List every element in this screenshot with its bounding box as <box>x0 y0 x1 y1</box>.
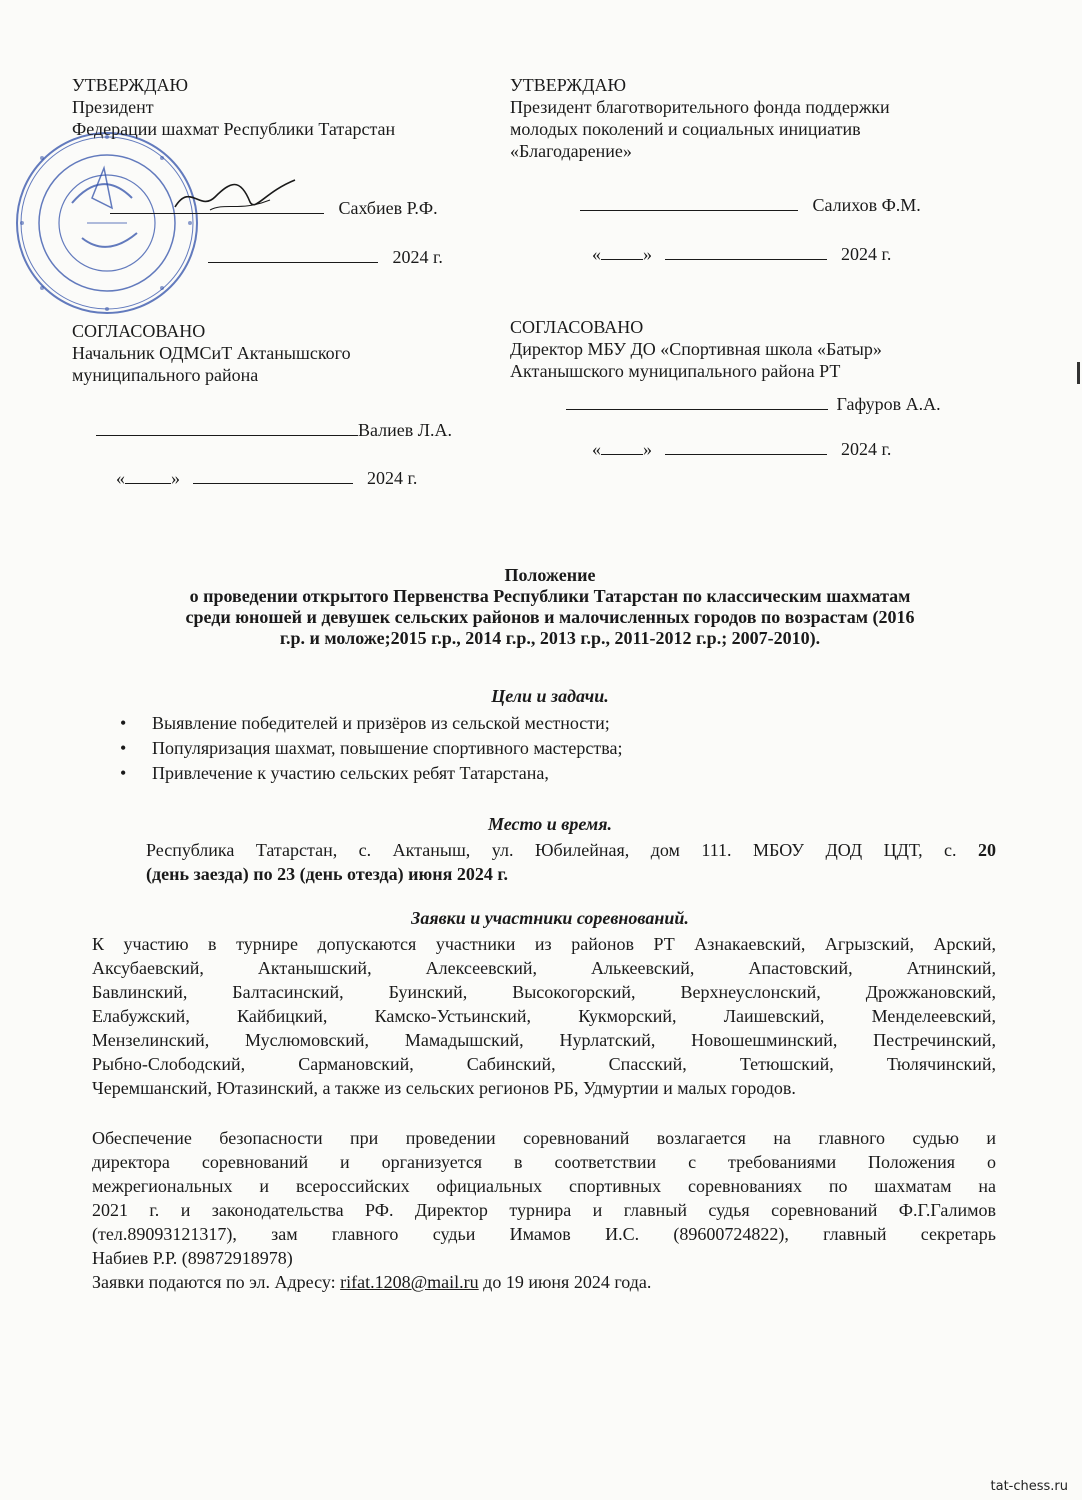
approval-fund-name: «Благодарение» <box>510 141 632 161</box>
date-line-right-top <box>592 242 891 265</box>
agreed-left-bottom <box>72 320 351 386</box>
paragraph-line: 2021 г. и законодательства РФ. Директор турнира и главный судья соревнований Ф.Г.Галимов <box>92 1200 996 1220</box>
signer-name: Салихов Ф.М. <box>812 195 921 215</box>
quote-close: » <box>171 468 180 488</box>
document-title <box>90 565 1010 649</box>
date-year: 2024 г. <box>841 439 892 459</box>
signature-line-gafurov <box>566 392 941 415</box>
paragraph-line: Аксубаевский, Актанышский, Алексеевский, Алькеевский, Апастовский, Атнинский, <box>92 958 996 978</box>
section-heading-entries: Заявки и участники соревнований. <box>411 908 689 928</box>
approval-organization: молодых поколений и социальных инициатив <box>510 119 861 139</box>
quote-open: « <box>592 244 601 264</box>
signer-name: Сахбиев Р.Ф. <box>338 198 438 218</box>
agreed-position: Директор МБУ ДО «Спортивная школа «Батыр» <box>510 339 882 359</box>
signature-underline <box>580 193 798 211</box>
paragraph-line: Рыбно-Слободский, Сармановский, Сабинский, Спасский, Тетюшский, Тюлячинский, <box>92 1054 996 1074</box>
paragraph-line <box>146 862 996 886</box>
place-paragraph <box>146 838 996 886</box>
agreed-right-bottom <box>510 316 882 382</box>
site-watermark: tat-chess.ru <box>990 1479 1068 1494</box>
paragraph-line: К участию в турнире допускаются участники из районов РТ Азнакаевский, Агрызский, Арский, <box>92 934 996 954</box>
bullet-icon: • <box>120 738 127 758</box>
date-start: 20 <box>978 840 997 860</box>
agreed-heading: СОГЛАСОВАНО <box>510 317 644 337</box>
approval-position: Президент <box>72 97 154 117</box>
list-item <box>110 736 623 761</box>
bullet-icon: • <box>120 763 127 783</box>
email-link[interactable]: rifat.1208@mail.ru <box>340 1272 479 1292</box>
title-line: о проведении открытого Первенства Республики Татарстан по классическим шахматам <box>189 586 911 606</box>
goals-list <box>110 711 623 786</box>
date-year: 2024 г. <box>367 468 418 488</box>
approval-heading: УТВЕРЖДАЮ <box>510 75 627 95</box>
list-item-text: Выявление победителей и призёров из сельской местности; <box>152 713 610 733</box>
month-underline <box>665 242 827 260</box>
quote-close: » <box>643 244 652 264</box>
date-underline <box>208 245 378 263</box>
place-text: Республика Татарстан, с. Актаныш, ул. Юбилейная, дом 111. МБОУ ДОД ЦДТ, с. <box>146 840 957 860</box>
day-underline <box>125 466 171 484</box>
apply-line <box>92 1270 996 1294</box>
quote-close: » <box>643 439 652 459</box>
paragraph-line: Елабужский, Кайбицкий, Камско-Устьинский, Кукморский, Лаишевский, Менделеевский, <box>92 1006 996 1026</box>
date-year: 2024 г. <box>392 247 443 267</box>
signature-underline <box>110 196 324 214</box>
approval-heading: УТВЕРЖДАЮ <box>72 75 189 95</box>
list-item <box>110 711 623 736</box>
date-year: 2024 г. <box>841 244 892 264</box>
paragraph-line: межрегиональных и всероссийских официальных спортивных соревнованиях по шахматам на <box>92 1176 996 1196</box>
apply-suffix: до 19 июня 2024 года. <box>478 1272 652 1292</box>
signature-line-valiev <box>96 418 452 441</box>
quote-open: « <box>116 468 125 488</box>
safety-paragraph <box>92 1126 996 1294</box>
entries-paragraph <box>92 932 996 1100</box>
date-range: (день заезда) по 23 (день отезда) июня 2024 г. <box>146 864 509 884</box>
section-heading-place: Место и время. <box>488 814 612 834</box>
paragraph-line: Черемшанский, Ютазинский, а также из сельских регионов РБ, Удмуртии и малых городов. <box>92 1078 796 1098</box>
section-heading-goals: Цели и задачи. <box>491 686 609 706</box>
month-underline <box>193 466 353 484</box>
date-line-right-bottom <box>592 437 891 460</box>
approval-position: Президент благотворительного фонда поддержки <box>510 97 890 117</box>
list-item <box>110 761 623 786</box>
agreed-organization: муниципального района <box>72 365 259 385</box>
title-line: среди юношей и девушек сельских районов и малочисленных городов по возрастам (2016 <box>185 607 915 627</box>
signature-line-sakhbiev <box>110 196 438 219</box>
scan-margin-mark <box>1077 362 1080 384</box>
paragraph-line <box>146 838 996 862</box>
day-underline <box>601 437 643 455</box>
date-line-left-top <box>208 245 443 268</box>
quote-open: « <box>592 439 601 459</box>
paragraph-line: Обеспечение безопасности при проведении соревнований возлагается на главного судью и <box>92 1128 996 1148</box>
agreed-organization: Актанышского муниципального района РТ <box>510 361 841 381</box>
approval-right-top <box>510 74 890 162</box>
paragraph-line: Набиев Р.Р. (89872918978) <box>92 1248 293 1268</box>
signature-underline <box>96 418 358 436</box>
list-item-text: Популяризация шахмат, повышение спортивного мастерства; <box>152 738 623 758</box>
title-line: Положение <box>504 565 596 585</box>
agreed-position: Начальник ОДМСиТ Актанышского <box>72 343 351 363</box>
month-underline <box>665 437 827 455</box>
bullet-icon: • <box>120 713 127 733</box>
list-item-text: Привлечение к участию сельских ребят Татарстана, <box>152 763 549 783</box>
signature-underline <box>566 392 828 410</box>
date-line-left-bottom <box>116 466 417 489</box>
approval-left-top <box>72 74 395 140</box>
approval-organization: Федерации шахмат Республики Татарстан <box>72 119 396 139</box>
paragraph-line: Бавлинский, Балтасинский, Буинский, Высокогорский, Верхнеуслонский, Дрожжановский, <box>92 982 996 1002</box>
day-underline <box>601 242 643 260</box>
paragraph-line: Мензелинский, Муслюмовский, Мамадышский, Нурлатский, Новошешминский, Пестречинский, <box>92 1030 996 1050</box>
title-line: г.р. и моложе;2015 г.р., 2014 г.р., 2013 г.р., 2011-2012 г.р.; 2007-2010). <box>279 628 821 648</box>
official-seal-stamp <box>12 128 202 318</box>
paragraph-line: директора соревнований и организуется в соответствии с требованиями Положения о <box>92 1152 996 1172</box>
apply-prefix: Заявки подаются по эл. Адресу: <box>92 1272 341 1292</box>
agreed-heading: СОГЛАСОВАНО <box>72 321 206 341</box>
signature-line-salikhov <box>580 193 921 216</box>
paragraph-line: (тел.89093121317), зам главного судьи Имамов И.С. (89600724822), главный секретарь <box>92 1224 996 1244</box>
signer-name: Валиев Л.А. <box>358 420 452 440</box>
signer-name: Гафуров А.А. <box>836 394 941 414</box>
